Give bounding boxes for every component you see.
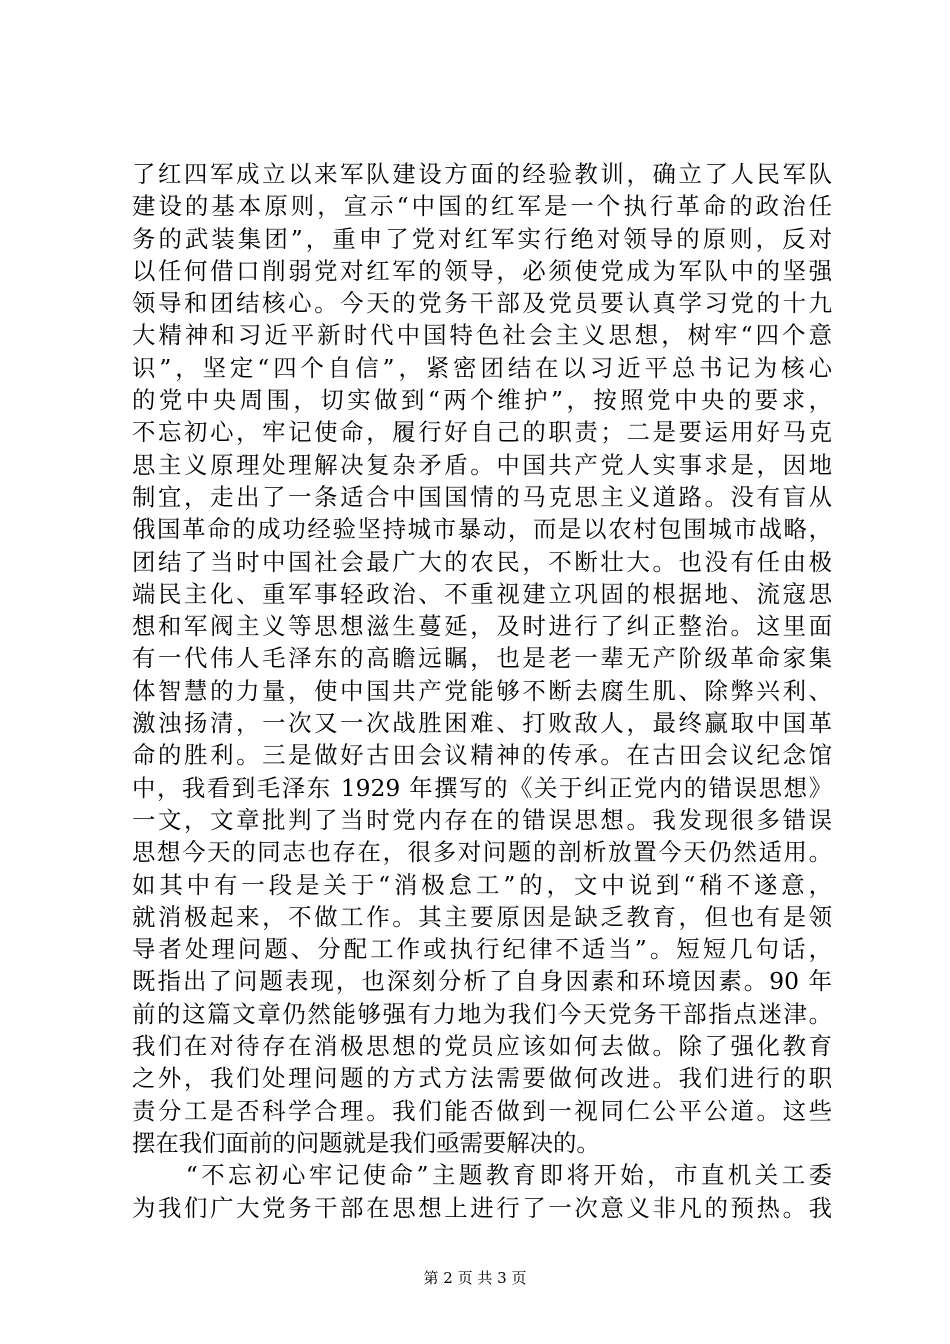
text-line: 既指出了问题表现，也深刻分析了自身因素和环境因素。90 年 [132,967,832,996]
text-line: 端民主化、重军事轻政治、不重视建立巩固的根据地、流寇思 [132,579,832,608]
text-line: 大精神和习近平新时代中国特色社会主义思想，树牢“四个意 [132,321,832,350]
text-line: 了红四军成立以来军队建设方面的经验教训，确立了人民军队 [132,160,832,188]
text-line: 的党中央周围，切实做到“两个维护”，按照党中央的要求， [132,386,832,415]
text-line: 不忘初心，牢记使命，履行好自己的职责；二是要运用好马克 [132,418,832,447]
body-text [132,158,832,1224]
text-line: 前的这篇文章仍然能够强有力地为我们今天党务干部指点迷津。 [132,999,832,1028]
text-line: 激浊扬清，一次又一次战胜困难、打败敌人，最终赢取中国革 [132,709,832,738]
text-line: 务的武装集团”，重申了党对红军实行绝对领导的原则，反对 [132,224,832,253]
text-line: 领导和团结核心。今天的党务干部及党员要认真学习党的十九 [132,289,832,318]
text-line: 思想今天的同志也存在，很多对问题的剖析放置今天仍然适用。 [132,838,832,867]
text-line: 思主义原理处理解决复杂矛盾。中国共产党人实事求是，因地 [132,450,832,479]
text-line: 中，我看到毛泽东 1929 年撰写的《关于纠正党内的错误思想》 [132,773,832,802]
text-line: 就消极起来，不做工作。其主要原因是缺乏教育，但也有是领 [132,902,832,931]
page-footer: 第 2 页 共 3 页 [423,1269,527,1287]
text-line: 命的胜利。三是做好古田会议精神的传承。在古田会议纪念馆 [132,741,832,770]
text-line: 为我们广大党务干部在思想上进行了一次意义非凡的预热。我 [132,1193,832,1222]
text-line: 有一代伟人毛泽东的高瞻远瞩，也是老一辈无产阶级革命家集 [132,644,832,673]
text-line: 一文，文章批判了当时党内存在的错误思想。我发现很多错误 [132,805,832,834]
text-line: 以任何借口削弱党对红军的领导，必须使党成为军队中的坚强 [132,256,832,285]
text-line: 导者处理问题、分配工作或执行纪律不适当”。短短几句话， [132,935,832,964]
text-line: 之外，我们处理问题的方式方法需要做何改进。我们进行的职 [132,1064,832,1093]
text-line: 如其中有一段是关于“消极怠工”的，文中说到“稍不遂意， [132,870,832,899]
text-line: 制宜，走出了一条适合中国国情的马克思主义道路。没有盲从 [132,482,832,511]
text-line: 想和军阀主义等思想滋生蔓延，及时进行了纠正整治。这里面 [132,612,832,641]
text-line: 体智慧的力量，使中国共产党能够不断去腐生肌、除弊兴利、 [132,676,832,705]
text-line: 团结了当时中国社会最广大的农民，不断壮大。也没有任由极 [132,547,832,576]
text-line: 责分工是否科学合理。我们能否做到一视同仁公平公道。这些 [132,1096,832,1125]
text-line: 建设的基本原则，宣示“中国的红军是一个执行革命的政治任 [132,192,832,221]
text-line: 俄国革命的成功经验坚持城市暴动，而是以农村包围城市战略， [132,515,832,544]
text-line-paragraph-start: “不忘初心牢记使命”主题教育即将开始，市直机关工委 [132,1161,832,1190]
text-line-paragraph-end: 摆在我们面前的问题就是我们亟需要解决的。 [132,1128,600,1157]
text-line: 我们在对待存在消极思想的党员应该如何去做。除了强化教育 [132,1032,832,1061]
text-line: 识”，坚定“四个自信”，紧密团结在以习近平总书记为核心 [132,353,832,382]
